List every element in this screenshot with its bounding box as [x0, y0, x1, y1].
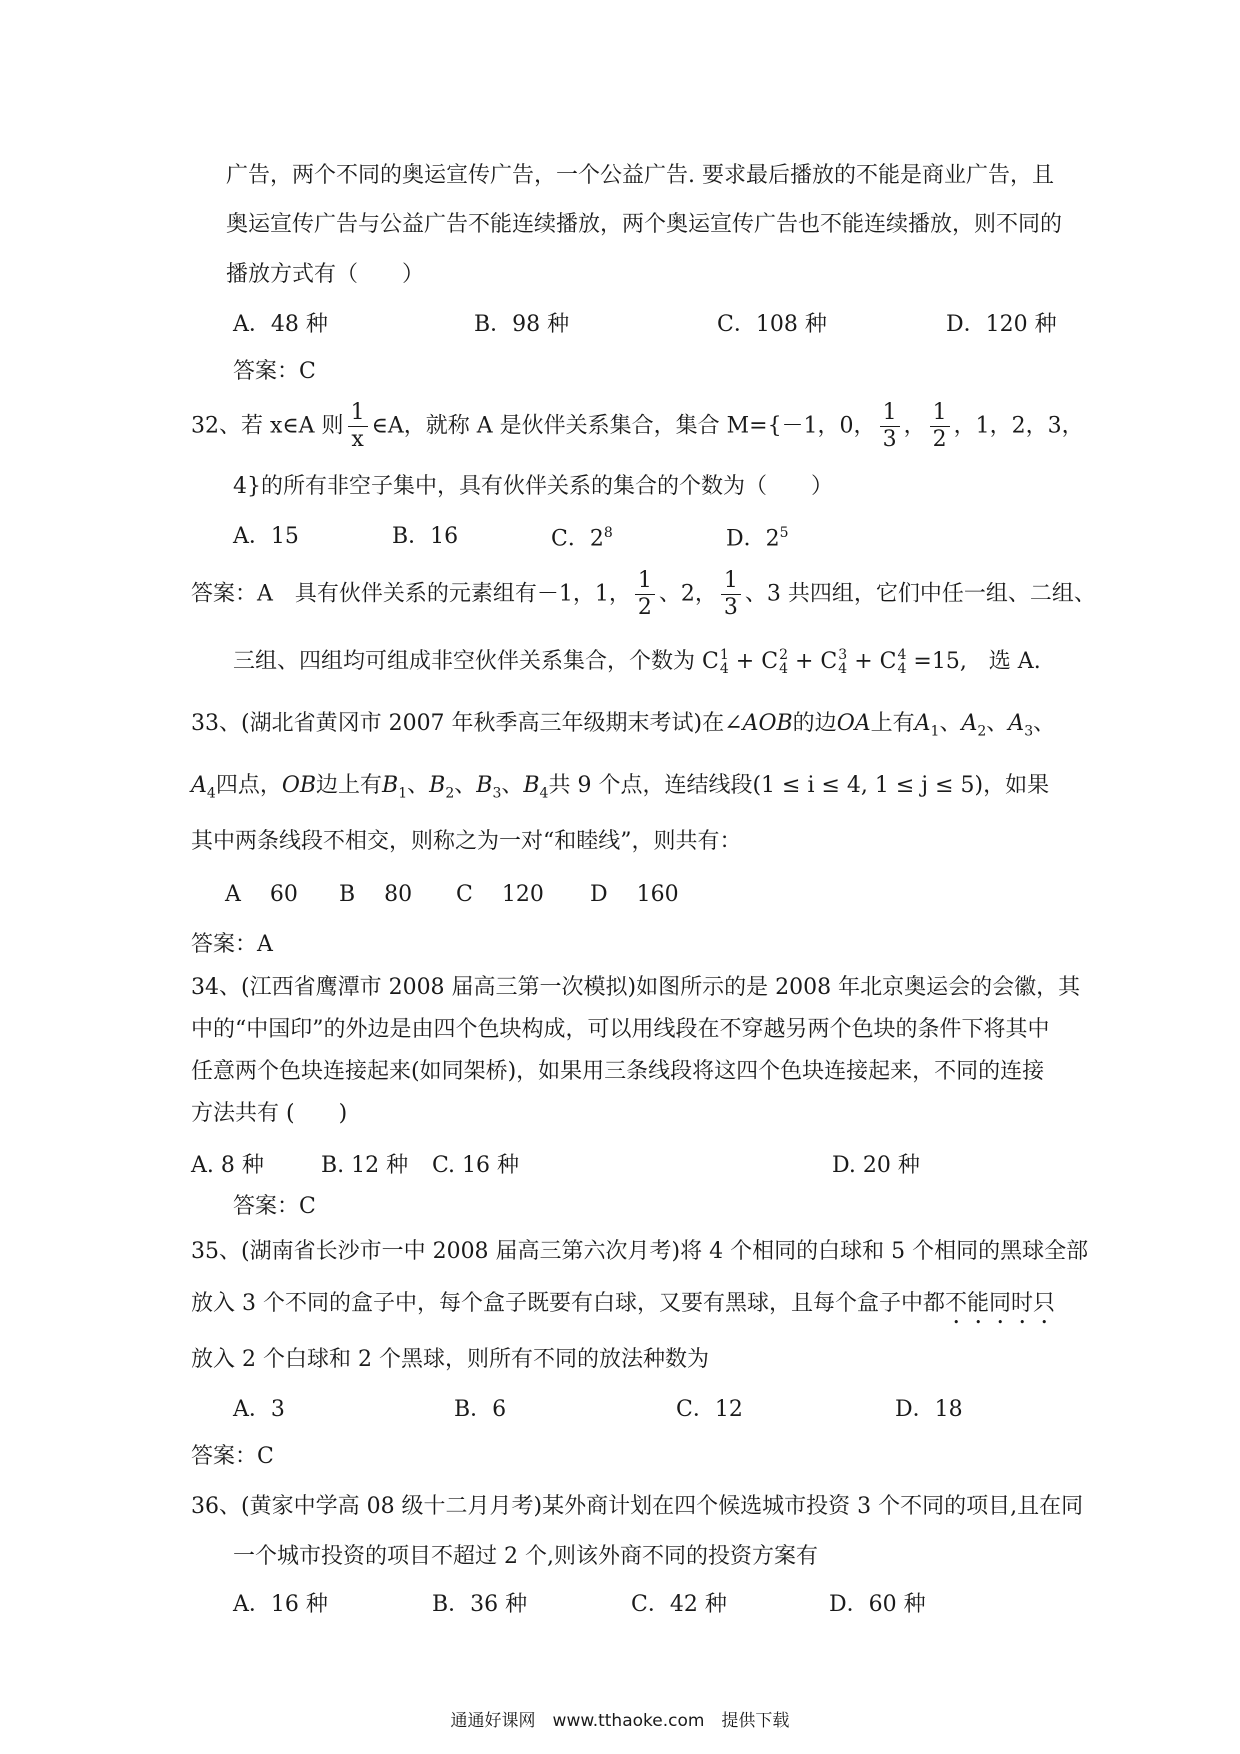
q32-option-b: B．16 — [392, 524, 459, 549]
q32-answer-line-1: 答案：A 具有伙伴关系的元素组有－1，1， $\frac{1}{2}$ 、2， $\frac{1}{3}$ 、3 共四组，它们中任一组、二组、 — [191, 568, 1096, 620]
q36-line-1: 36、(黄家中学高 08 级十二月月考)某外商计划在四个候选城市投资 3 个不同的项目,且在同 — [191, 1494, 1084, 1519]
q31-line-1: 广告，两个不同的奥运宣传广告，一个公益广告. 要求最后播放的不能是商业广告，且 — [226, 163, 1054, 188]
combination-c44: C 4 4 — [879, 647, 907, 677]
q31-option-a: A．48 种 — [233, 312, 328, 337]
q31-line-2: 奥运宣传广告与公益广告不能连续播放，两个奥运宣传广告也不能连续播放，则不同的 — [226, 212, 1063, 237]
combination-c43: C 3 4 — [820, 647, 848, 677]
fraction-1-over-2: $\frac{1}{2}$ — [635, 570, 655, 619]
q34-option-b: B. 12 种 — [321, 1153, 409, 1178]
q35-answer: 答案：C — [191, 1444, 274, 1469]
q32-option-c: C．$2^8$ — [551, 525, 613, 552]
q34-line-4: 方法共有 ( ) — [191, 1101, 348, 1126]
q34-option-a: A. 8 种 — [191, 1153, 264, 1178]
q35-option-c: C．12 — [676, 1397, 743, 1422]
q35-line-2: 放入 3 个不同的盒子中，每个盒子既要有白球，又要有黑球，且每个盒子中都不能同时只 — [191, 1291, 1056, 1316]
q34-line-1: 34、(江西省鹰潭市 2008 届高三第一次模拟)如图所示的是 2008 年北京奥运会的会徽，其 — [191, 975, 1081, 1000]
fraction-1-over-3: $\frac{1}{3}$ — [880, 402, 900, 451]
fraction-1-over-x: $\frac{1}{x}$ — [348, 402, 368, 451]
q34-line-3: 任意两个色块连接起来(如同架桥)，如果用三条线段将这四个色块连接起来，不同的连接 — [191, 1059, 1045, 1084]
q32-answer-line-2: 三组、四组均可组成非空伙伴关系集合，个数为 C 1 4 + C 2 4 + C 3 4 + C 4 4 =15, 选 A. — [233, 647, 1041, 677]
q35-option-b: B．6 — [454, 1397, 507, 1422]
q32-line-2: 4}的所有非空子集中，具有伙伴关系的集合的个数为（ ） — [233, 474, 833, 499]
q33-line-1: 33、(湖北省黄冈市 2007 年秋季高三年级期末考试)在∠AOB的边OA上有$A_1$、$A_2$、$A_3$、 — [191, 711, 1056, 740]
q33-line-2: $A_4$四点，OB边上有$B_1$、$B_2$、$B_3$、$B_4$共 9 个点，连结线段(1 ≤ i ≤ 4, 1 ≤ j ≤ 5)，如果 — [191, 773, 1050, 802]
q35-line-1: 35、(湖南省长沙市一中 2008 届高三第六次月考)将 4 个相同的白球和 5 个相同的黑球全部 — [191, 1239, 1089, 1264]
q35-option-a: A．3 — [233, 1397, 285, 1422]
q32-option-a: A．15 — [233, 524, 299, 549]
q33-answer: 答案：A — [191, 932, 273, 957]
q34-option-c: C. 16 种 — [432, 1153, 520, 1178]
q34-answer: 答案：C — [233, 1194, 316, 1219]
q31-option-c: C．108 种 — [717, 312, 827, 337]
q33-option-b: B 80 — [339, 882, 413, 907]
q32-option-d: D．$2^5$ — [726, 525, 789, 552]
q36-option-d: D．60 种 — [829, 1592, 926, 1617]
q35-option-d: D．18 — [895, 1397, 963, 1422]
q33-option-c: C 120 — [456, 882, 544, 907]
q36-option-b: B．36 种 — [432, 1592, 528, 1617]
q33-line-3: 其中两条线段不相交，则称之为一对“和睦线”，则共有： — [191, 829, 742, 854]
q36-line-2: 一个城市投资的项目不超过 2 个,则该外商不同的投资方案有 — [233, 1544, 818, 1569]
emphasized-text: 不能同时只 — [945, 1291, 1056, 1316]
combination-c41: C 1 4 — [702, 647, 729, 677]
q33-option-d: D 160 — [590, 882, 679, 907]
q35-line-3: 放入 2 个白球和 2 个黑球，则所有不同的放法种数为 — [191, 1347, 709, 1372]
page-footer: 通通好课网 www.tthaoke.com 提供下载 — [450, 1711, 790, 1731]
q31-answer: 答案：C — [233, 359, 316, 384]
fraction-1-over-3: $\frac{1}{3}$ — [721, 570, 741, 619]
q33-option-a: A 60 — [225, 882, 298, 907]
q31-option-d: D．120 种 — [946, 312, 1057, 337]
q36-option-a: A．16 种 — [233, 1592, 328, 1617]
q34-line-2: 中的“中国印”的外边是由四个色块构成，可以用线段在不穿越另两个色块的条件下将其中 — [191, 1017, 1050, 1042]
q36-option-c: C．42 种 — [631, 1592, 727, 1617]
combination-c42: C 2 4 — [761, 647, 788, 677]
fraction-1-over-2: $\frac{1}{2}$ — [930, 402, 950, 451]
q31-line-3: 播放方式有（ ） — [226, 262, 425, 287]
q31-option-b: B．98 种 — [474, 312, 570, 337]
q34-option-d: D. 20 种 — [832, 1153, 920, 1178]
q32-line-1: 32、若 x∈A 则 $\frac{1}{x}$ ∈A，就称 A 是伙伴关系集合，集合 M={－1，0， $\frac{1}{3}$ ， $\frac{1}{2}$ ，1，2，3， — [191, 400, 1084, 452]
